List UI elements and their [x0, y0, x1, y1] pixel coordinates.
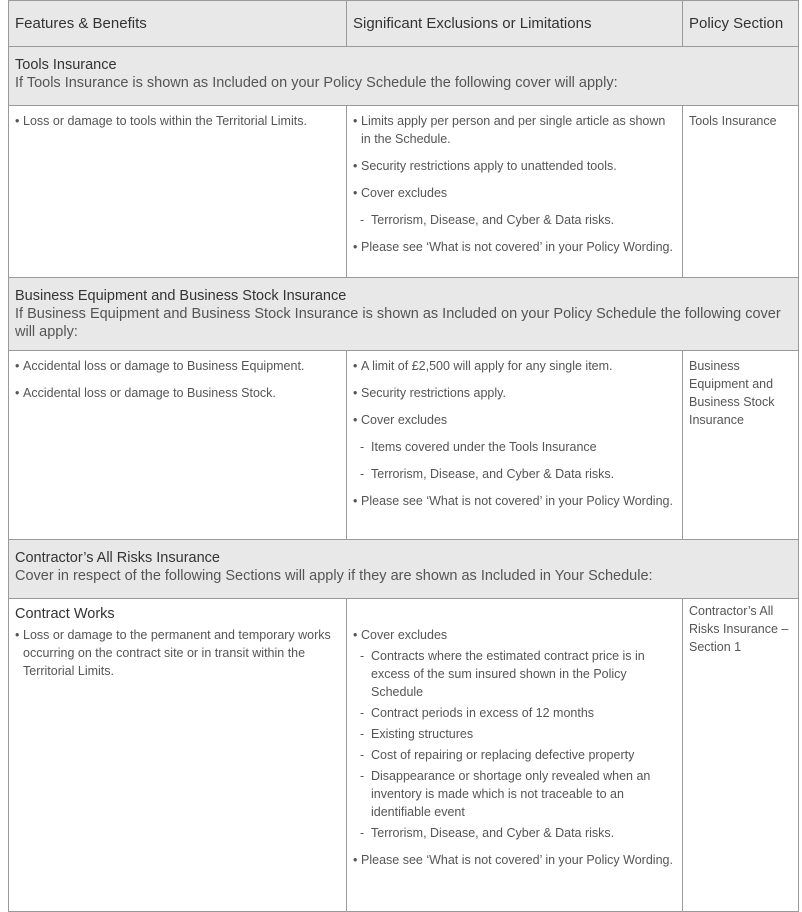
header-policy-section: Policy Section [683, 1, 799, 47]
list-item: • Accidental loss or damage to Business Equipment. [15, 357, 340, 375]
list-item: • Please see ‘What is not covered’ in your Policy Wording. [353, 492, 676, 510]
section-row-business [9, 278, 799, 351]
exclusions-cell [347, 351, 683, 540]
list-item: • Security restrictions apply to unattended tools. [353, 157, 676, 175]
list-item: - Terrorism, Disease, and Cyber & Data risks. [353, 824, 676, 842]
section-row-tools [9, 47, 799, 106]
subsection-title: Contract Works [15, 606, 115, 622]
list-item: - Terrorism, Disease, and Cyber & Data risks. [353, 211, 676, 229]
list-item: • Loss or damage to the permanent and temporary works occurring on the contract site or in transit within the Territorial Limits. [15, 626, 340, 680]
header-features: Features & Benefits [9, 1, 347, 47]
section-title: Business Equipment and Business Stock Insurance [15, 288, 347, 304]
section-subtitle: If Business Equipment and Business Stock Insurance is shown as Included on your Policy Schedule the following cover will apply: [15, 306, 781, 340]
table-row [9, 351, 799, 540]
list-item: • Accidental loss or damage to Business Stock. [15, 384, 340, 402]
list-item: - Disappearance or shortage only revealed when an inventory is made which is not traceable to an identifiable event [353, 767, 676, 821]
list-item: • Cover excludes [353, 184, 676, 202]
features-cell [9, 599, 347, 912]
list-item: • A limit of £2,500 will apply for any single item. [353, 357, 676, 375]
list-item: - Contract periods in excess of 12 months [353, 704, 676, 722]
policy-table [8, 0, 799, 912]
list-item: - Cost of repairing or replacing defective property [353, 746, 676, 764]
list-item: • Cover excludes [353, 411, 676, 429]
list-item: - Items covered under the Tools Insurance [353, 438, 676, 456]
table-header-row [9, 1, 799, 47]
list-item: - Existing structures [353, 725, 676, 743]
list-item: - Terrorism, Disease, and Cyber & Data risks. [353, 465, 676, 483]
policy-section-cell: Business Equipment and Business Stock Insurance [683, 351, 799, 540]
section-subtitle: Cover in respect of the following Sections will apply if they are shown as Included in Your Schedule: [15, 568, 653, 584]
list-item: • Limits apply per person and per single article as shown in the Schedule. [353, 112, 676, 148]
list-item: • Security restrictions apply. [353, 384, 676, 402]
section-title: Contractor’s All Risks Insurance [15, 550, 220, 566]
exclusions-cell [347, 106, 683, 278]
exclusions-cell [347, 599, 683, 912]
list-item: • Cover excludes [353, 626, 676, 644]
section-title: Tools Insurance [15, 57, 117, 73]
list-item: • Please see ‘What is not covered’ in your Policy Wording. [353, 851, 676, 869]
policy-section-cell: Contractor’s All Risks Insurance – Section 1 [683, 599, 799, 912]
list-item: • Please see ‘What is not covered’ in your Policy Wording. [353, 238, 676, 256]
list-item: • Loss or damage to tools within the Territorial Limits. [15, 112, 340, 130]
list-item: - Contracts where the estimated contract price is in excess of the sum insured shown in the Policy Schedule [353, 647, 676, 701]
table-row [9, 599, 799, 912]
section-subtitle: If Tools Insurance is shown as Included on your Policy Schedule the following cover will apply: [15, 75, 618, 91]
features-cell [9, 106, 347, 278]
section-row-contractor [9, 540, 799, 599]
header-exclusions: Significant Exclusions or Limitations [347, 1, 683, 47]
table-row [9, 106, 799, 278]
policy-section-cell: Tools Insurance [683, 106, 799, 278]
features-cell [9, 351, 347, 540]
